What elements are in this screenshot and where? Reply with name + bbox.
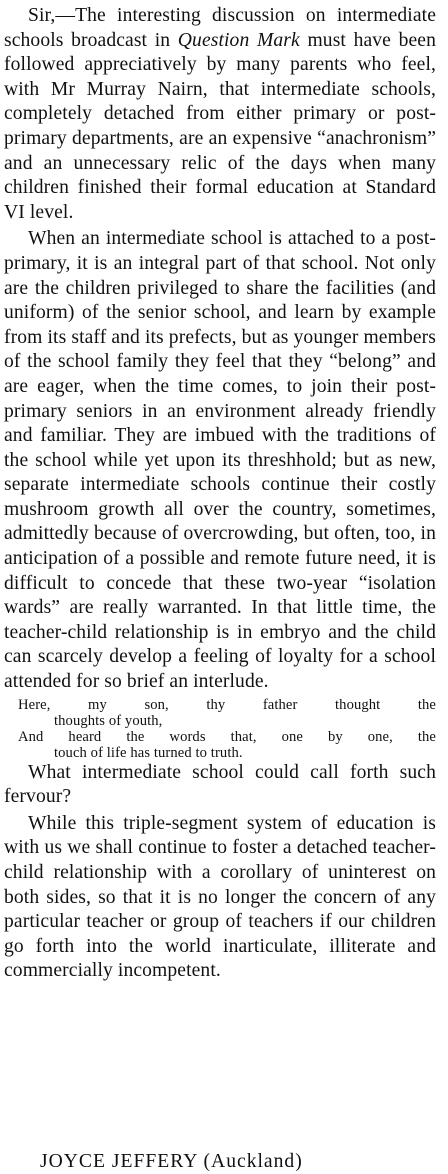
salutation: Sir,— — [28, 5, 76, 26]
verse-quotation — [18, 697, 436, 761]
letter-paragraph-1 — [4, 4, 436, 225]
letter-signature: JOYCE JEFFERY (Auckland) — [40, 1151, 303, 1172]
verse-line-1: Here, my son, thy father thought the — [18, 696, 436, 713]
letter-paragraph-2: When an intermediate school is attached to a post-primary, it is an integral part of that school. Not only are the children privileged to share the facilities (and uniform) of the senior school, and learn by example from its staff and its prefects, but as younger members of the school family they feel that they “belong” and are eager, when the time comes, to join their post-primary seniors in an environment already friendly and familiar. They are imbued with the traditions of the school while yet upon its threshhold; but as new, separate intermediate schools continue their costly mushroom growth all over the country, sometimes, admittedly because of overcrowding, but often, too, in anticipation of a possible and remote future need, it is difficult to concede that these two-year “isolation wards” are really warranted. In that little time, the teacher-child relationship is in embryo and the child can scarcely develop a feeling of loyalty for a school attended for so brief an interlude. — [4, 228, 436, 693]
paragraph-1-text-start: The interesting discussion on intermediate schools broadcast in — [4, 5, 436, 51]
programme-title: Question Mark — [177, 29, 300, 51]
letter-paragraph-4: While this triple-segment system of education is with us we shall continue to foster a detached teacher-child relationship with a corollary of uninterest on both sides, so that it is no longer the concern of any particular teacher or group of teachers if our children go forth into the world inarticulate, illiterate and commercially incompetent. — [4, 812, 436, 982]
verse-line-2: And heard the words that, one by one, the — [18, 728, 436, 745]
letter-body — [4, 4, 436, 984]
paragraph-1-text-end: must have been followed appreciatively by many parents who feel, with Mr Murray Nairn, that intermediate schools, completely detached from either primary or post-primary departments, are an expensive “anachronism” and an unnecessary relic of the days when many children finished their formal education at Standard VI level. — [4, 29, 436, 223]
verse-line-1-continuation: thoughts of youth, — [54, 712, 163, 729]
letter-paragraph-3: What intermediate school could call forth such fervour? — [4, 761, 436, 808]
verse-line-2-continuation: touch of life has turned to truth. — [54, 744, 243, 761]
